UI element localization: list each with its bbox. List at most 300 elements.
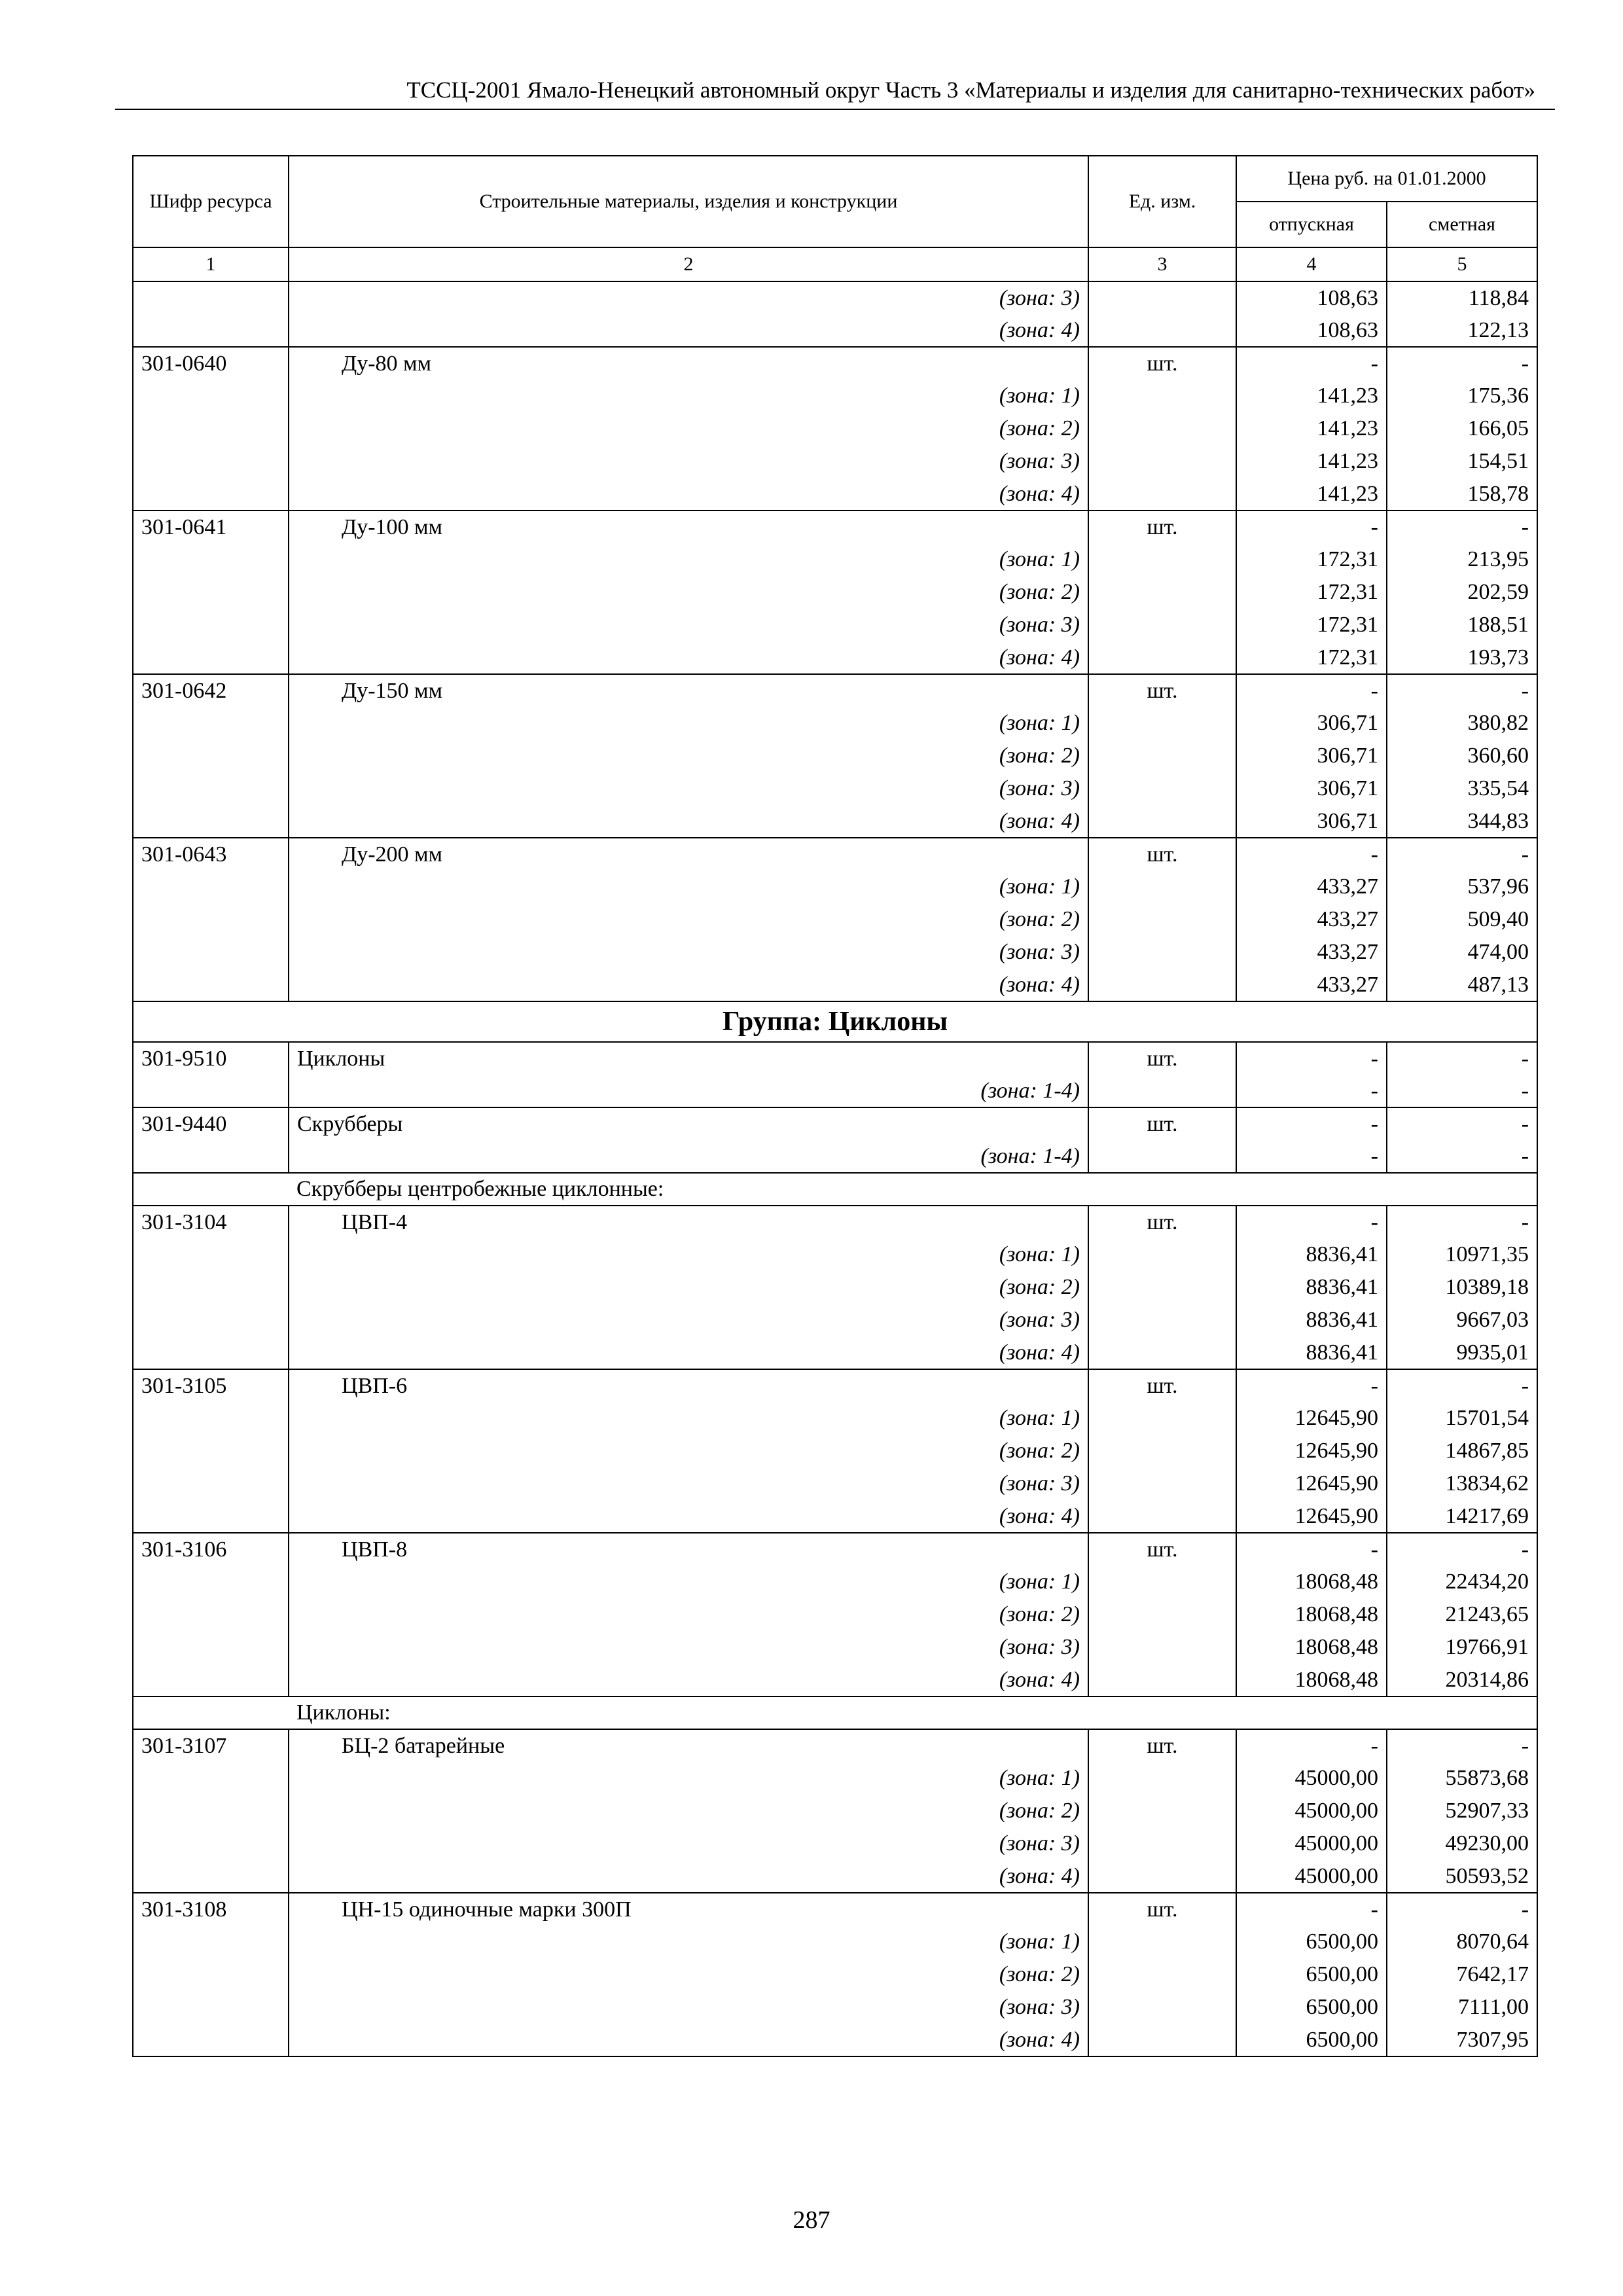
item-unit: шт. bbox=[1088, 1533, 1236, 1566]
estimate-price: 9667,03 bbox=[1387, 1304, 1537, 1336]
release-price: - bbox=[1236, 1729, 1387, 1762]
code-cell bbox=[133, 969, 289, 1001]
zone-label: (зона: 1) bbox=[289, 707, 1088, 740]
code-cell bbox=[133, 870, 289, 903]
release-price: 172,31 bbox=[1236, 609, 1387, 641]
zone-row bbox=[133, 1631, 1537, 1664]
zone-row bbox=[133, 1304, 1537, 1336]
zone-row bbox=[133, 2024, 1537, 2056]
subheading-row bbox=[133, 1696, 1537, 1729]
item-unit: шт. bbox=[1088, 1893, 1236, 1926]
zone-row bbox=[133, 412, 1537, 445]
header-release: отпускная bbox=[1236, 202, 1387, 247]
zone-label: (зона: 2) bbox=[289, 1271, 1088, 1304]
code-cell bbox=[133, 641, 289, 674]
release-price: 6500,00 bbox=[1236, 1958, 1387, 1991]
item-name: Циклоны bbox=[289, 1042, 1088, 1075]
release-price: 306,71 bbox=[1236, 805, 1387, 838]
group-row bbox=[133, 1001, 1537, 1042]
release-price: 45000,00 bbox=[1236, 1827, 1387, 1860]
release-price: 306,71 bbox=[1236, 740, 1387, 772]
zone-row bbox=[133, 870, 1537, 903]
unit-cell bbox=[1088, 1598, 1236, 1631]
unit-cell bbox=[1088, 576, 1236, 609]
estimate-price: - bbox=[1387, 1075, 1537, 1107]
item-unit: шт. bbox=[1088, 674, 1236, 707]
item-row bbox=[133, 1206, 1537, 1238]
release-price: - bbox=[1236, 347, 1387, 380]
unit-cell bbox=[1088, 478, 1236, 511]
release-price: - bbox=[1236, 838, 1387, 870]
code-cell bbox=[133, 1762, 289, 1795]
unit-cell bbox=[1088, 445, 1236, 478]
unit-cell bbox=[1088, 870, 1236, 903]
estimate-price: - bbox=[1387, 1206, 1537, 1238]
column-number: 2 bbox=[289, 247, 1088, 281]
code-cell bbox=[133, 772, 289, 805]
release-price: 8836,41 bbox=[1236, 1238, 1387, 1271]
estimate-price: - bbox=[1387, 674, 1537, 707]
zone-label: (зона: 3) bbox=[289, 1991, 1088, 2024]
release-price: 6500,00 bbox=[1236, 1991, 1387, 2024]
release-price: 172,31 bbox=[1236, 543, 1387, 576]
code-cell bbox=[133, 412, 289, 445]
release-price: 6500,00 bbox=[1236, 2024, 1387, 2056]
code-cell bbox=[133, 1336, 289, 1369]
estimate-price: 537,96 bbox=[1387, 870, 1537, 903]
zone-label: (зона: 3) bbox=[289, 1827, 1088, 1860]
header-estimate: сметная bbox=[1387, 202, 1537, 247]
zone-row bbox=[133, 805, 1537, 838]
estimate-price: 49230,00 bbox=[1387, 1827, 1537, 1860]
header-code: Шифр ресурса bbox=[133, 156, 289, 247]
code-cell bbox=[133, 314, 289, 347]
estimate-price: 8070,64 bbox=[1387, 1926, 1537, 1958]
estimate-price: - bbox=[1387, 1729, 1537, 1762]
estimate-price: 7307,95 bbox=[1387, 2024, 1537, 2056]
release-price: - bbox=[1236, 1206, 1387, 1238]
zone-label: (зона: 2) bbox=[289, 412, 1088, 445]
unit-cell bbox=[1088, 1500, 1236, 1533]
unit-cell bbox=[1088, 1762, 1236, 1795]
zone-label: (зона: 2) bbox=[289, 576, 1088, 609]
zone-row bbox=[133, 1827, 1537, 1860]
zone-label: (зона: 2) bbox=[289, 1435, 1088, 1467]
release-price: 433,27 bbox=[1236, 870, 1387, 903]
unit-cell bbox=[1088, 772, 1236, 805]
zone-row bbox=[133, 1075, 1537, 1107]
item-name: ЦВП-8 bbox=[289, 1533, 1088, 1566]
price-table bbox=[132, 155, 1538, 2057]
running-header bbox=[115, 71, 1555, 110]
page-number: 287 bbox=[793, 2206, 830, 2234]
release-price: 12645,90 bbox=[1236, 1500, 1387, 1533]
zone-label: (зона: 1) bbox=[289, 1926, 1088, 1958]
item-name: Ду-200 мм bbox=[289, 838, 1088, 870]
code-cell bbox=[133, 1795, 289, 1827]
estimate-price: 344,83 bbox=[1387, 805, 1537, 838]
zone-row bbox=[133, 380, 1537, 412]
estimate-price: - bbox=[1387, 347, 1537, 380]
estimate-price: 122,13 bbox=[1387, 314, 1537, 347]
estimate-price: - bbox=[1387, 1107, 1537, 1140]
zone-label: (зона: 3) bbox=[289, 281, 1088, 314]
zone-row bbox=[133, 1991, 1537, 2024]
zone-row bbox=[133, 903, 1537, 936]
zone-label: (зона: 1) bbox=[289, 380, 1088, 412]
release-price: 45000,00 bbox=[1236, 1795, 1387, 1827]
release-price: - bbox=[1236, 1107, 1387, 1140]
release-price: 45000,00 bbox=[1236, 1860, 1387, 1893]
unit-cell bbox=[1088, 1140, 1236, 1173]
estimate-price: 213,95 bbox=[1387, 543, 1537, 576]
zone-row bbox=[133, 445, 1537, 478]
unit-cell bbox=[1088, 1467, 1236, 1500]
code-cell bbox=[133, 740, 289, 772]
estimate-price: 474,00 bbox=[1387, 936, 1537, 969]
zone-row bbox=[133, 1860, 1537, 1893]
item-row bbox=[133, 347, 1537, 380]
estimate-price: 158,78 bbox=[1387, 478, 1537, 511]
zone-row bbox=[133, 576, 1537, 609]
unit-cell bbox=[1088, 1926, 1236, 1958]
zone-row bbox=[133, 1402, 1537, 1435]
release-price: 12645,90 bbox=[1236, 1402, 1387, 1435]
item-row bbox=[133, 1369, 1537, 1402]
code-cell bbox=[133, 1271, 289, 1304]
column-numbers-row bbox=[133, 247, 1537, 281]
estimate-price: 13834,62 bbox=[1387, 1467, 1537, 1500]
item-unit: шт. bbox=[1088, 838, 1236, 870]
unit-cell bbox=[1088, 380, 1236, 412]
zone-label: (зона: 4) bbox=[289, 1500, 1088, 1533]
zone-label: (зона: 4) bbox=[289, 805, 1088, 838]
estimate-price: 22434,20 bbox=[1387, 1566, 1537, 1598]
estimate-price: 487,13 bbox=[1387, 969, 1537, 1001]
release-price: - bbox=[1236, 1893, 1387, 1926]
release-price: - bbox=[1236, 1075, 1387, 1107]
code-cell bbox=[133, 805, 289, 838]
unit-cell bbox=[1088, 1827, 1236, 1860]
zone-row bbox=[133, 1336, 1537, 1369]
estimate-price: - bbox=[1387, 1893, 1537, 1926]
item-name: Скрубберы bbox=[289, 1107, 1088, 1140]
zone-label: (зона: 4) bbox=[289, 2024, 1088, 2056]
code-cell bbox=[133, 1664, 289, 1696]
resource-code: 301-9440 bbox=[133, 1107, 289, 1140]
unit-cell bbox=[1088, 543, 1236, 576]
subheading-spacer bbox=[133, 1696, 289, 1729]
zone-row bbox=[133, 1467, 1537, 1500]
subheading-row bbox=[133, 1173, 1537, 1206]
release-price: 433,27 bbox=[1236, 903, 1387, 936]
estimate-price: 166,05 bbox=[1387, 412, 1537, 445]
code-cell bbox=[133, 1991, 289, 2024]
zone-label: (зона: 4) bbox=[289, 314, 1088, 347]
item-row bbox=[133, 1042, 1537, 1075]
zone-label: (зона: 2) bbox=[289, 1598, 1088, 1631]
unit-cell bbox=[1088, 805, 1236, 838]
estimate-price: 14867,85 bbox=[1387, 1435, 1537, 1467]
zone-label: (зона: 4) bbox=[289, 641, 1088, 674]
release-price: 18068,48 bbox=[1236, 1664, 1387, 1696]
zone-row bbox=[133, 1926, 1537, 1958]
unit-cell bbox=[1088, 936, 1236, 969]
estimate-price: 10389,18 bbox=[1387, 1271, 1537, 1304]
estimate-price: 188,51 bbox=[1387, 609, 1537, 641]
zone-label: (зона: 1) bbox=[289, 543, 1088, 576]
code-cell bbox=[133, 936, 289, 969]
estimate-price: 7111,00 bbox=[1387, 1991, 1537, 2024]
item-name: Ду-100 мм bbox=[289, 511, 1088, 543]
item-row bbox=[133, 1729, 1537, 1762]
group-title: Группа: Циклоны bbox=[133, 1001, 1537, 1042]
zone-row bbox=[133, 1762, 1537, 1795]
estimate-price: - bbox=[1387, 1533, 1537, 1566]
estimate-price: 50593,52 bbox=[1387, 1860, 1537, 1893]
item-row bbox=[133, 511, 1537, 543]
subheading-text: Скрубберы центробежные циклонные: bbox=[289, 1173, 1537, 1206]
release-price: 18068,48 bbox=[1236, 1566, 1387, 1598]
resource-code: 301-3108 bbox=[133, 1893, 289, 1926]
zone-label: (зона: 2) bbox=[289, 740, 1088, 772]
item-row bbox=[133, 674, 1537, 707]
code-cell bbox=[133, 1238, 289, 1271]
zone-row bbox=[133, 772, 1537, 805]
code-cell bbox=[133, 1860, 289, 1893]
item-unit: шт. bbox=[1088, 347, 1236, 380]
zone-row bbox=[133, 1795, 1537, 1827]
zone-label: (зона: 2) bbox=[289, 1958, 1088, 1991]
code-cell bbox=[133, 1402, 289, 1435]
zone-label: (зона: 3) bbox=[289, 609, 1088, 641]
code-cell bbox=[133, 903, 289, 936]
header-price: Цена руб. на 01.01.2000 bbox=[1236, 156, 1537, 202]
release-price: 45000,00 bbox=[1236, 1762, 1387, 1795]
table-header-row bbox=[133, 156, 1537, 202]
release-price: 18068,48 bbox=[1236, 1598, 1387, 1631]
item-unit: шт. bbox=[1088, 1107, 1236, 1140]
zone-label: (зона: 4) bbox=[289, 1336, 1088, 1369]
release-price: 6500,00 bbox=[1236, 1926, 1387, 1958]
estimate-price: 118,84 bbox=[1387, 281, 1537, 314]
zone-label: (зона: 3) bbox=[289, 936, 1088, 969]
zone-row bbox=[133, 1958, 1537, 1991]
release-price: 12645,90 bbox=[1236, 1435, 1387, 1467]
zone-label: (зона: 1) bbox=[289, 1402, 1088, 1435]
code-cell bbox=[133, 2024, 289, 2056]
zone-label: (зона: 3) bbox=[289, 445, 1088, 478]
release-price: 433,27 bbox=[1236, 936, 1387, 969]
unit-cell bbox=[1088, 1860, 1236, 1893]
code-cell bbox=[133, 543, 289, 576]
zone-label: (зона: 4) bbox=[289, 969, 1088, 1001]
item-name: ЦВП-4 bbox=[289, 1206, 1088, 1238]
unit-cell bbox=[1088, 1958, 1236, 1991]
item-name: Ду-80 мм bbox=[289, 347, 1088, 380]
estimate-price: 9935,01 bbox=[1387, 1336, 1537, 1369]
resource-code: 301-0641 bbox=[133, 511, 289, 543]
unit-cell bbox=[1088, 1566, 1236, 1598]
estimate-price: 10971,35 bbox=[1387, 1238, 1537, 1271]
zone-row bbox=[133, 740, 1537, 772]
unit-cell bbox=[1088, 1271, 1236, 1304]
release-price: 141,23 bbox=[1236, 380, 1387, 412]
resource-code: 301-3105 bbox=[133, 1369, 289, 1402]
estimate-price: 52907,33 bbox=[1387, 1795, 1537, 1827]
resource-code: 301-3107 bbox=[133, 1729, 289, 1762]
unit-cell bbox=[1088, 1435, 1236, 1467]
release-price: 141,23 bbox=[1236, 478, 1387, 511]
estimate-price: 14217,69 bbox=[1387, 1500, 1537, 1533]
release-price: - bbox=[1236, 1533, 1387, 1566]
estimate-price: 509,40 bbox=[1387, 903, 1537, 936]
zone-row bbox=[133, 543, 1537, 576]
column-number: 3 bbox=[1088, 247, 1236, 281]
estimate-price: - bbox=[1387, 511, 1537, 543]
resource-code: 301-9510 bbox=[133, 1042, 289, 1075]
code-cell bbox=[133, 445, 289, 478]
release-price: 172,31 bbox=[1236, 641, 1387, 674]
zone-row bbox=[133, 1271, 1537, 1304]
release-price: 18068,48 bbox=[1236, 1631, 1387, 1664]
unit-cell bbox=[1088, 1075, 1236, 1107]
code-cell bbox=[133, 1827, 289, 1860]
item-unit: шт. bbox=[1088, 1729, 1236, 1762]
zone-label: (зона: 2) bbox=[289, 1795, 1088, 1827]
column-number: 5 bbox=[1387, 247, 1537, 281]
resource-code: 301-3104 bbox=[133, 1206, 289, 1238]
estimate-price: 7642,17 bbox=[1387, 1958, 1537, 1991]
subheading-spacer bbox=[133, 1173, 289, 1206]
zone-label: (зона: 1-4) bbox=[289, 1140, 1088, 1173]
item-name: ЦН-15 одиночные марки 300П bbox=[289, 1893, 1088, 1926]
release-price: 433,27 bbox=[1236, 969, 1387, 1001]
zone-row bbox=[133, 936, 1537, 969]
unit-cell bbox=[1088, 412, 1236, 445]
zone-row bbox=[133, 707, 1537, 740]
code-cell bbox=[133, 1926, 289, 1958]
item-name: Ду-150 мм bbox=[289, 674, 1088, 707]
item-row bbox=[133, 1533, 1537, 1566]
unit-cell bbox=[1088, 281, 1236, 314]
zone-row bbox=[133, 609, 1537, 641]
unit-cell bbox=[1088, 2024, 1236, 2056]
zone-row bbox=[133, 478, 1537, 511]
zone-label: (зона: 4) bbox=[289, 478, 1088, 511]
release-price: - bbox=[1236, 511, 1387, 543]
unit-cell bbox=[1088, 1795, 1236, 1827]
item-name: БЦ-2 батарейные bbox=[289, 1729, 1088, 1762]
release-price: 8836,41 bbox=[1236, 1304, 1387, 1336]
unit-cell bbox=[1088, 314, 1236, 347]
zone-row bbox=[133, 1598, 1537, 1631]
item-unit: шт. bbox=[1088, 1369, 1236, 1402]
code-cell bbox=[133, 1566, 289, 1598]
release-price: 108,63 bbox=[1236, 314, 1387, 347]
code-cell bbox=[133, 707, 289, 740]
item-row bbox=[133, 1893, 1537, 1926]
zone-row bbox=[133, 1566, 1537, 1598]
estimate-price: 202,59 bbox=[1387, 576, 1537, 609]
code-cell bbox=[133, 1631, 289, 1664]
zone-row bbox=[133, 314, 1537, 347]
code-cell bbox=[133, 1435, 289, 1467]
item-row bbox=[133, 1107, 1537, 1140]
estimate-price: 360,60 bbox=[1387, 740, 1537, 772]
unit-cell bbox=[1088, 903, 1236, 936]
release-price: - bbox=[1236, 674, 1387, 707]
zone-row bbox=[133, 1238, 1537, 1271]
unit-cell bbox=[1088, 1238, 1236, 1271]
release-price: 141,23 bbox=[1236, 445, 1387, 478]
code-cell bbox=[133, 609, 289, 641]
unit-cell bbox=[1088, 1336, 1236, 1369]
estimate-price: - bbox=[1387, 838, 1537, 870]
code-cell bbox=[133, 1467, 289, 1500]
unit-cell bbox=[1088, 740, 1236, 772]
estimate-price: 21243,65 bbox=[1387, 1598, 1537, 1631]
estimate-price: 55873,68 bbox=[1387, 1762, 1537, 1795]
estimate-price: 20314,86 bbox=[1387, 1664, 1537, 1696]
unit-cell bbox=[1088, 1304, 1236, 1336]
release-price: - bbox=[1236, 1140, 1387, 1173]
release-price: 12645,90 bbox=[1236, 1467, 1387, 1500]
code-cell bbox=[133, 1140, 289, 1173]
item-row bbox=[133, 838, 1537, 870]
zone-row bbox=[133, 1140, 1537, 1173]
estimate-price: 193,73 bbox=[1387, 641, 1537, 674]
code-cell bbox=[133, 576, 289, 609]
estimate-price: 175,36 bbox=[1387, 380, 1537, 412]
item-name: ЦВП-6 bbox=[289, 1369, 1088, 1402]
zone-label: (зона: 1-4) bbox=[289, 1075, 1088, 1107]
release-price: - bbox=[1236, 1369, 1387, 1402]
unit-cell bbox=[1088, 1402, 1236, 1435]
release-price: 172,31 bbox=[1236, 576, 1387, 609]
zone-row bbox=[133, 969, 1537, 1001]
subheading-text: Циклоны: bbox=[289, 1696, 1537, 1729]
zone-row bbox=[133, 281, 1537, 314]
running-header-title: ТССЦ-2001 Ямало-Ненецкий автономный округ Часть 3 «Материалы и изделия для санитарно-технических работ» bbox=[406, 77, 1535, 103]
zone-row bbox=[133, 1664, 1537, 1696]
header-name: Строительные материалы, изделия и конструкции bbox=[289, 156, 1088, 247]
unit-cell bbox=[1088, 609, 1236, 641]
estimate-price: 154,51 bbox=[1387, 445, 1537, 478]
unit-cell bbox=[1088, 1631, 1236, 1664]
code-cell bbox=[133, 1304, 289, 1336]
zone-label: (зона: 1) bbox=[289, 1238, 1088, 1271]
estimate-price: 15701,54 bbox=[1387, 1402, 1537, 1435]
estimate-price: - bbox=[1387, 1042, 1537, 1075]
zone-label: (зона: 3) bbox=[289, 772, 1088, 805]
zone-label: (зона: 4) bbox=[289, 1860, 1088, 1893]
item-unit: шт. bbox=[1088, 1206, 1236, 1238]
unit-cell bbox=[1088, 1664, 1236, 1696]
code-cell bbox=[133, 1598, 289, 1631]
zone-label: (зона: 1) bbox=[289, 870, 1088, 903]
header-unit: Ед. изм. bbox=[1088, 156, 1236, 247]
release-price: 306,71 bbox=[1236, 772, 1387, 805]
estimate-price: 335,54 bbox=[1387, 772, 1537, 805]
resource-code: 301-3106 bbox=[133, 1533, 289, 1566]
zone-label: (зона: 3) bbox=[289, 1467, 1088, 1500]
unit-cell bbox=[1088, 1991, 1236, 2024]
resource-code: 301-0642 bbox=[133, 674, 289, 707]
column-number: 4 bbox=[1236, 247, 1387, 281]
zone-label: (зона: 1) bbox=[289, 1566, 1088, 1598]
code-cell bbox=[133, 281, 289, 314]
